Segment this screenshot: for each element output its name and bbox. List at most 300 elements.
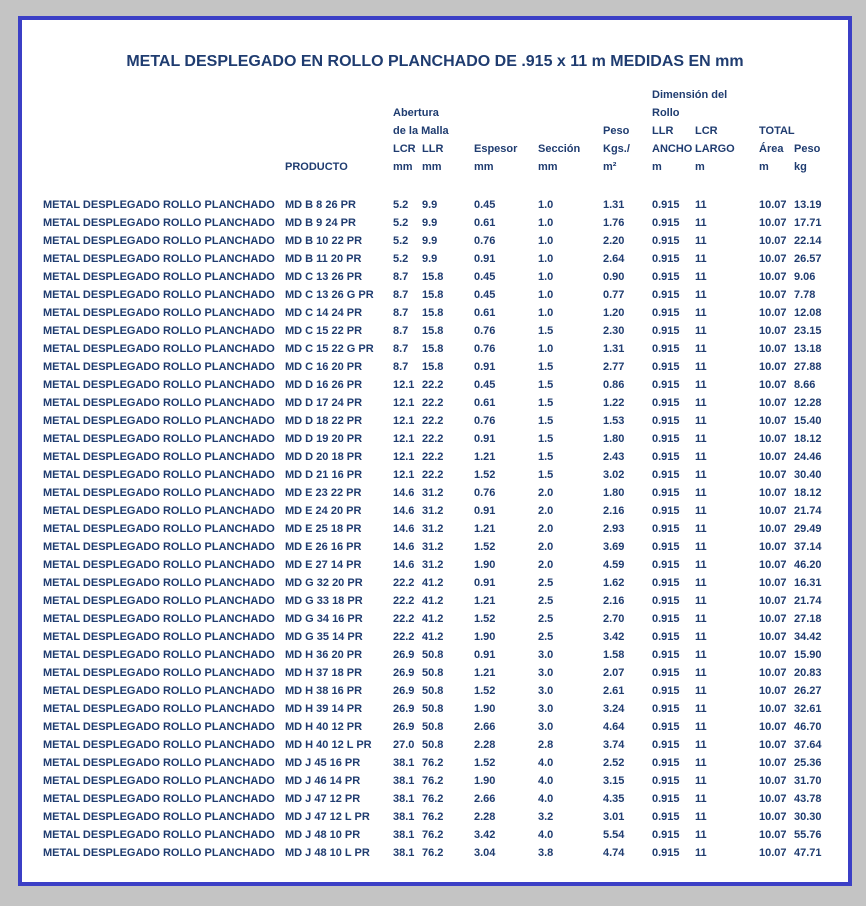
row-seccion: 1.0 [538,289,554,301]
row-lcr: 22.2 [393,577,415,589]
row-peso-m2: 2.16 [603,505,625,517]
row-peso-m2: 2.20 [603,235,625,247]
row-area: 10.07 [759,451,787,463]
row-peso-m2: 3.02 [603,469,625,481]
row-ancho: 0.915 [652,271,680,283]
table-row [22,556,848,574]
row-peso-total: 27.88 [794,361,822,373]
row-seccion: 1.5 [538,469,554,481]
row-seccion: 1.0 [538,307,554,319]
row-peso-m2: 3.01 [603,811,625,823]
table-row [22,304,848,322]
table-row [22,646,848,664]
row-llr: 41.2 [422,613,444,625]
row-seccion: 1.5 [538,433,554,445]
row-description: METAL DESPLEGADO ROLLO PLANCHADO [43,343,275,355]
row-area: 10.07 [759,721,787,733]
header-dimension-2: Rollo [652,107,680,119]
row-peso-total: 24.46 [794,451,822,463]
row-product-code: MD J 48 10 PR [285,829,361,841]
row-seccion: 1.0 [538,343,554,355]
row-llr: 50.8 [422,739,444,751]
table-row [22,808,848,826]
row-description: METAL DESPLEGADO ROLLO PLANCHADO [43,253,275,265]
row-ancho: 0.915 [652,469,680,481]
row-largo: 11 [695,397,707,409]
row-lcr: 5.2 [393,217,409,229]
header-seccion: Sección [538,143,581,155]
row-ancho: 0.915 [652,253,680,265]
row-ancho: 0.915 [652,631,680,643]
row-espesor: 1.21 [474,667,496,679]
row-llr: 76.2 [422,757,444,769]
row-largo: 11 [695,307,707,319]
row-llr: 50.8 [422,703,444,715]
row-largo: 11 [695,289,707,301]
row-area: 10.07 [759,811,787,823]
row-seccion: 3.0 [538,685,554,697]
row-llr: 15.8 [422,271,444,283]
row-seccion: 2.0 [538,523,554,535]
row-espesor: 1.90 [474,775,496,787]
row-product-code: MD J 47 12 PR [285,793,361,805]
row-description: METAL DESPLEGADO ROLLO PLANCHADO [43,595,275,607]
row-largo: 11 [695,703,707,715]
row-area: 10.07 [759,343,787,355]
row-espesor: 1.90 [474,703,496,715]
row-area: 10.07 [759,379,787,391]
row-llr: 22.2 [422,469,444,481]
row-peso-m2: 1.31 [603,343,625,355]
row-largo: 11 [695,631,707,643]
row-lcr: 38.1 [393,811,415,823]
row-seccion: 2.0 [538,541,554,553]
header-espesor-unit: mm [474,161,494,173]
row-llr: 15.8 [422,361,444,373]
row-area: 10.07 [759,631,787,643]
row-area: 10.07 [759,775,787,787]
row-ancho: 0.915 [652,649,680,661]
row-largo: 11 [695,379,707,391]
row-area: 10.07 [759,667,787,679]
row-llr: 31.2 [422,505,444,517]
row-lcr: 8.7 [393,325,409,337]
row-lcr: 26.9 [393,703,415,715]
row-ancho: 0.915 [652,793,680,805]
row-espesor: 0.91 [474,253,496,265]
row-area: 10.07 [759,289,787,301]
row-espesor: 0.91 [474,433,496,445]
row-seccion: 1.5 [538,415,554,427]
row-largo: 11 [695,541,707,553]
row-peso-total: 43.78 [794,793,822,805]
row-espesor: 0.76 [474,235,496,247]
row-lcr: 12.1 [393,433,415,445]
row-peso-m2: 0.86 [603,379,625,391]
row-lcr: 38.1 [393,775,415,787]
row-peso-total: 27.18 [794,613,822,625]
row-peso-m2: 1.80 [603,487,625,499]
row-ancho: 0.915 [652,361,680,373]
row-seccion: 2.8 [538,739,554,751]
row-peso-total: 20.83 [794,667,822,679]
row-area: 10.07 [759,703,787,715]
row-description: METAL DESPLEGADO ROLLO PLANCHADO [43,775,275,787]
row-peso-m2: 2.64 [603,253,625,265]
row-product-code: MD C 15 22 PR [285,325,363,337]
row-seccion: 1.0 [538,253,554,265]
row-product-code: MD H 36 20 PR [285,649,363,661]
table-row [22,502,848,520]
row-area: 10.07 [759,235,787,247]
row-description: METAL DESPLEGADO ROLLO PLANCHADO [43,379,275,391]
row-peso-total: 32.61 [794,703,822,715]
row-product-code: MD C 14 24 PR [285,307,363,319]
row-lcr: 14.6 [393,523,415,535]
table-row [22,844,848,862]
row-peso-total: 26.27 [794,685,822,697]
row-area: 10.07 [759,649,787,661]
row-espesor: 3.42 [474,829,496,841]
row-description: METAL DESPLEGADO ROLLO PLANCHADO [43,649,275,661]
table-row [22,232,848,250]
header-producto: PRODUCTO [285,161,348,173]
table-row [22,358,848,376]
row-description: METAL DESPLEGADO ROLLO PLANCHADO [43,487,275,499]
row-peso-total: 30.40 [794,469,822,481]
table-row [22,286,848,304]
row-llr: 22.2 [422,433,444,445]
row-peso-m2: 1.22 [603,397,625,409]
row-lcr: 14.6 [393,541,415,553]
row-largo: 11 [695,325,707,337]
row-ancho: 0.915 [652,343,680,355]
row-peso-m2: 1.62 [603,577,625,589]
row-espesor: 0.45 [474,271,496,283]
row-lcr: 8.7 [393,307,409,319]
row-llr: 50.8 [422,649,444,661]
row-seccion: 1.5 [538,451,554,463]
row-area: 10.07 [759,523,787,535]
row-peso-total: 55.76 [794,829,822,841]
row-description: METAL DESPLEGADO ROLLO PLANCHADO [43,703,275,715]
document-frame [18,16,852,886]
table-row [22,196,848,214]
row-largo: 11 [695,595,707,607]
table-row [22,466,848,484]
row-largo: 11 [695,469,707,481]
row-seccion: 3.2 [538,811,554,823]
row-description: METAL DESPLEGADO ROLLO PLANCHADO [43,325,275,337]
row-espesor: 1.52 [474,541,496,553]
table-row [22,340,848,358]
table-row [22,430,848,448]
table-row [22,250,848,268]
row-peso-m2: 2.43 [603,451,625,463]
table-row [22,718,848,736]
row-peso-total: 23.15 [794,325,822,337]
row-lcr: 38.1 [393,793,415,805]
row-ancho: 0.915 [652,415,680,427]
row-peso-total: 25.36 [794,757,822,769]
row-peso-total: 26.57 [794,253,822,265]
row-peso-m2: 4.35 [603,793,625,805]
row-espesor: 1.90 [474,631,496,643]
row-largo: 11 [695,487,707,499]
row-product-code: MD E 23 22 PR [285,487,362,499]
row-largo: 11 [695,253,707,265]
row-product-code: MD C 15 22 G PR [285,343,374,355]
row-product-code: MD D 19 20 PR [285,433,363,445]
row-peso-m2: 2.16 [603,595,625,607]
row-espesor: 2.28 [474,739,496,751]
row-description: METAL DESPLEGADO ROLLO PLANCHADO [43,361,275,373]
row-llr: 31.2 [422,487,444,499]
row-llr: 15.8 [422,325,444,337]
row-lcr: 8.7 [393,289,409,301]
row-peso-m2: 2.30 [603,325,625,337]
row-area: 10.07 [759,829,787,841]
table-row [22,412,848,430]
row-llr: 31.2 [422,541,444,553]
row-area: 10.07 [759,325,787,337]
row-lcr: 5.2 [393,235,409,247]
table-row [22,682,848,700]
row-espesor: 0.91 [474,649,496,661]
row-peso-m2: 2.52 [603,757,625,769]
row-seccion: 2.5 [538,613,554,625]
row-peso-m2: 3.24 [603,703,625,715]
row-lcr: 14.6 [393,487,415,499]
row-llr: 22.2 [422,379,444,391]
header-abertura-1: Abertura [393,107,439,119]
row-ancho: 0.915 [652,739,680,751]
row-seccion: 2.5 [538,595,554,607]
table-row [22,700,848,718]
row-product-code: MD H 39 14 PR [285,703,363,715]
row-ancho: 0.915 [652,757,680,769]
row-area: 10.07 [759,685,787,697]
row-peso-m2: 0.90 [603,271,625,283]
row-peso-total: 13.19 [794,199,822,211]
row-espesor: 0.61 [474,397,496,409]
row-area: 10.07 [759,793,787,805]
row-ancho: 0.915 [652,451,680,463]
row-peso-total: 21.74 [794,595,822,607]
row-llr: 76.2 [422,811,444,823]
row-description: METAL DESPLEGADO ROLLO PLANCHADO [43,613,275,625]
row-lcr: 8.7 [393,361,409,373]
row-peso-m2: 2.77 [603,361,625,373]
row-description: METAL DESPLEGADO ROLLO PLANCHADO [43,631,275,643]
row-largo: 11 [695,775,707,787]
row-llr: 22.2 [422,415,444,427]
row-area: 10.07 [759,577,787,589]
table-row [22,394,848,412]
row-espesor: 3.04 [474,847,496,859]
row-seccion: 1.5 [538,379,554,391]
row-largo: 11 [695,685,707,697]
row-ancho: 0.915 [652,199,680,211]
header-llr: LLR [422,143,444,155]
row-area: 10.07 [759,253,787,265]
header-lcr-unit: mm [393,161,413,173]
row-product-code: MD J 48 10 L PR [285,847,370,859]
row-product-code: MD C 16 20 PR [285,361,363,373]
row-product-code: MD D 18 22 PR [285,415,363,427]
row-peso-m2: 3.15 [603,775,625,787]
row-lcr: 12.1 [393,415,415,427]
row-peso-total: 30.30 [794,811,822,823]
row-seccion: 3.0 [538,667,554,679]
row-peso-total: 17.71 [794,217,822,229]
row-peso-total: 37.14 [794,541,822,553]
row-description: METAL DESPLEGADO ROLLO PLANCHADO [43,235,275,247]
row-largo: 11 [695,199,707,211]
header-llr-unit: mm [422,161,442,173]
row-area: 10.07 [759,199,787,211]
header-dimension-1: Dimensión del [652,89,728,101]
row-description: METAL DESPLEGADO ROLLO PLANCHADO [43,397,275,409]
row-peso-total: 46.20 [794,559,822,571]
row-largo: 11 [695,829,707,841]
row-product-code: MD G 34 16 PR [285,613,363,625]
header-lcr: LCR [393,143,416,155]
header-dim-ancho: ANCHO [652,143,693,155]
row-product-code: MD E 26 16 PR [285,541,362,553]
row-lcr: 8.7 [393,271,409,283]
row-peso-m2: 1.58 [603,649,625,661]
row-area: 10.07 [759,613,787,625]
row-description: METAL DESPLEGADO ROLLO PLANCHADO [43,289,275,301]
row-peso-total: 12.28 [794,397,822,409]
row-description: METAL DESPLEGADO ROLLO PLANCHADO [43,685,275,697]
row-llr: 41.2 [422,595,444,607]
row-lcr: 26.9 [393,667,415,679]
row-description: METAL DESPLEGADO ROLLO PLANCHADO [43,505,275,517]
row-seccion: 4.0 [538,829,554,841]
row-product-code: MD G 35 14 PR [285,631,363,643]
row-peso-m2: 4.59 [603,559,625,571]
row-peso-total: 9.06 [794,271,816,283]
row-peso-m2: 3.74 [603,739,625,751]
row-peso-total: 22.14 [794,235,822,247]
row-espesor: 0.61 [474,217,496,229]
row-seccion: 4.0 [538,757,554,769]
header-total: TOTAL [759,125,795,137]
row-espesor: 0.76 [474,343,496,355]
row-largo: 11 [695,415,707,427]
table-row [22,772,848,790]
row-area: 10.07 [759,307,787,319]
row-lcr: 5.2 [393,253,409,265]
row-peso-m2: 4.74 [603,847,625,859]
row-ancho: 0.915 [652,307,680,319]
row-espesor: 0.61 [474,307,496,319]
row-ancho: 0.915 [652,487,680,499]
row-llr: 76.2 [422,775,444,787]
row-product-code: MD E 24 20 PR [285,505,362,517]
row-llr: 9.9 [422,253,438,265]
row-largo: 11 [695,361,707,373]
row-llr: 50.8 [422,721,444,733]
row-description: METAL DESPLEGADO ROLLO PLANCHADO [43,721,275,733]
row-llr: 22.2 [422,451,444,463]
row-largo: 11 [695,433,707,445]
row-largo: 11 [695,505,707,517]
row-llr: 9.9 [422,199,438,211]
row-description: METAL DESPLEGADO ROLLO PLANCHADO [43,793,275,805]
row-description: METAL DESPLEGADO ROLLO PLANCHADO [43,577,275,589]
row-seccion: 1.0 [538,235,554,247]
row-largo: 11 [695,271,707,283]
row-description: METAL DESPLEGADO ROLLO PLANCHADO [43,847,275,859]
row-product-code: MD H 40 12 PR [285,721,363,733]
row-peso-m2: 2.61 [603,685,625,697]
row-area: 10.07 [759,559,787,571]
row-area: 10.07 [759,433,787,445]
row-largo: 11 [695,343,707,355]
row-seccion: 3.0 [538,703,554,715]
row-peso-total: 18.12 [794,487,822,499]
row-lcr: 12.1 [393,451,415,463]
row-area: 10.07 [759,505,787,517]
header-peso-1: Peso [603,125,630,137]
row-espesor: 1.52 [474,685,496,697]
row-description: METAL DESPLEGADO ROLLO PLANCHADO [43,559,275,571]
row-lcr: 38.1 [393,829,415,841]
row-ancho: 0.915 [652,397,680,409]
table-row [22,790,848,808]
row-espesor: 0.45 [474,289,496,301]
row-area: 10.07 [759,595,787,607]
row-product-code: MD G 33 18 PR [285,595,363,607]
row-ancho: 0.915 [652,667,680,679]
row-espesor: 2.66 [474,721,496,733]
header-abertura-2: de la Malla [393,125,449,137]
table-row [22,214,848,232]
row-product-code: MD D 16 26 PR [285,379,363,391]
row-product-code: MD J 46 14 PR [285,775,361,787]
header-peso-total: Peso [794,143,821,155]
row-description: METAL DESPLEGADO ROLLO PLANCHADO [43,415,275,427]
row-seccion: 1.5 [538,361,554,373]
row-peso-m2: 3.69 [603,541,625,553]
row-description: METAL DESPLEGADO ROLLO PLANCHADO [43,667,275,679]
header-espesor: Espesor [474,143,518,155]
row-largo: 11 [695,523,707,535]
row-peso-m2: 2.07 [603,667,625,679]
row-lcr: 14.6 [393,559,415,571]
row-seccion: 2.5 [538,577,554,589]
row-peso-total: 46.70 [794,721,822,733]
row-lcr: 22.2 [393,595,415,607]
row-peso-total: 15.40 [794,415,822,427]
row-espesor: 0.91 [474,577,496,589]
row-lcr: 27.0 [393,739,415,751]
row-llr: 76.2 [422,829,444,841]
row-peso-total: 47.71 [794,847,822,859]
row-peso-m2: 4.64 [603,721,625,733]
row-espesor: 2.66 [474,793,496,805]
row-espesor: 0.76 [474,487,496,499]
header-dim-largo-unit: m [695,161,705,173]
row-peso-m2: 5.54 [603,829,625,841]
row-espesor: 1.90 [474,559,496,571]
row-espesor: 0.91 [474,361,496,373]
table-row [22,826,848,844]
row-espesor: 0.45 [474,379,496,391]
